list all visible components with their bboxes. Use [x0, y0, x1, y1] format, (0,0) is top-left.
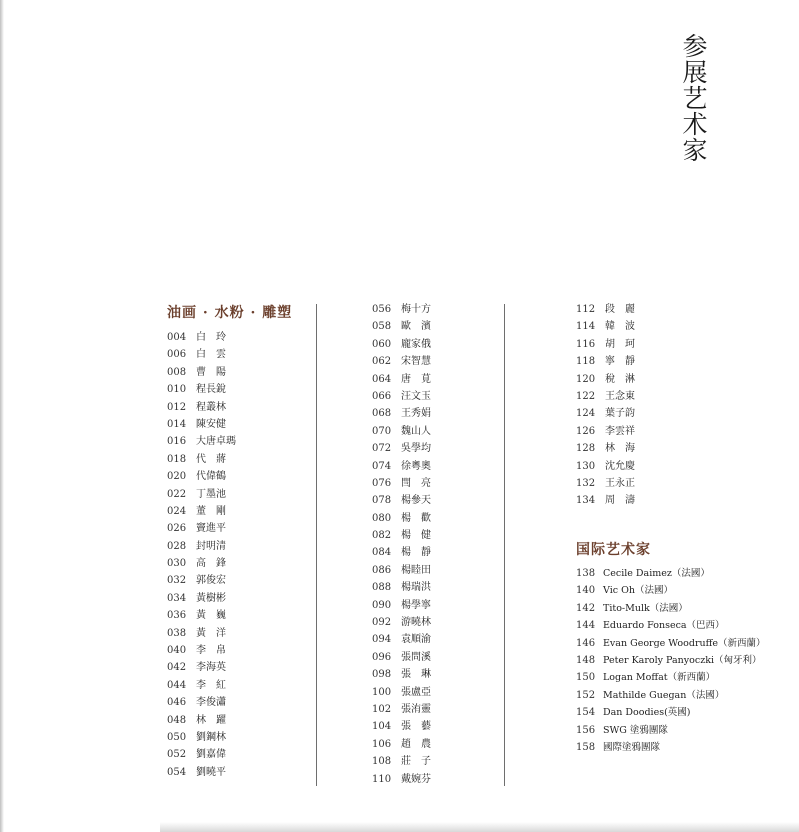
artist-entry: [576, 600, 765, 617]
page-number: 024: [167, 505, 187, 517]
page-edge-shadow: [0, 0, 4, 832]
page-number: 128: [576, 443, 596, 455]
page-number: 022: [167, 488, 187, 500]
page-number: 154: [576, 707, 596, 719]
artist-entry: [167, 451, 236, 468]
page-number: 100: [372, 686, 392, 698]
artist-entry: [372, 666, 431, 683]
page-number: 106: [372, 738, 392, 750]
artist-name: 黃樹彬: [196, 592, 226, 604]
page-number: 102: [372, 703, 392, 715]
artist-entry: [576, 336, 635, 353]
artist-name: Cecile Daimez（法國）: [603, 568, 710, 579]
artist-list-column-2: [372, 301, 431, 788]
artist-name: 稅 淋: [605, 373, 635, 385]
page-number: 146: [576, 637, 596, 649]
artist-entry: [372, 318, 431, 335]
page-number: 032: [167, 575, 187, 587]
page-number: 008: [167, 366, 187, 378]
artist-entry: [167, 416, 236, 433]
artist-name: 龐家俄: [401, 338, 431, 350]
page-number: 140: [576, 585, 596, 597]
artist-entry: [167, 520, 236, 537]
artist-name: Vic Oh（法國）: [603, 585, 673, 597]
page-number: 064: [372, 373, 392, 385]
page-bottom-edge: [160, 822, 799, 832]
artist-name: 代 蔣: [196, 453, 226, 465]
page-number: 012: [167, 401, 187, 413]
page-number: 056: [372, 304, 392, 315]
artist-name: 寧 靜: [605, 356, 635, 368]
artist-name: 張 藝: [401, 721, 431, 733]
artist-name: 程長銳: [196, 384, 226, 396]
page-number: 046: [167, 697, 187, 709]
artist-name: 楊瑞洪: [401, 582, 431, 594]
artist-name: 沈允慶: [605, 460, 635, 472]
page-number: 110: [372, 773, 392, 785]
artist-name: 劉鋼林: [196, 731, 226, 743]
artist-entry: [576, 635, 765, 652]
artist-entry: [372, 684, 431, 701]
page-number: 044: [167, 679, 187, 691]
artist-entry: [576, 318, 635, 335]
artist-name: 莊 子: [401, 756, 431, 768]
page-number: 138: [576, 568, 596, 579]
column-divider: [504, 304, 505, 786]
page-number: 028: [167, 540, 187, 552]
artist-entry: [576, 722, 765, 739]
page-number: 036: [167, 610, 187, 622]
artist-name: Evan George Woodruffe（新西蘭）: [603, 637, 766, 649]
artist-entry: [372, 492, 431, 509]
column-divider: [316, 304, 317, 786]
artist-name: 閆 亮: [401, 477, 431, 489]
artist-entry: [167, 538, 236, 555]
page-number: 090: [372, 599, 392, 611]
artist-name: 劉曉平: [196, 766, 226, 778]
page-number: 084: [372, 547, 392, 559]
page-number: 158: [576, 741, 596, 753]
page-number: 066: [372, 390, 392, 402]
artist-entry: [167, 346, 236, 363]
artist-name: 丁墨池: [196, 488, 226, 500]
page-number: 130: [576, 460, 596, 472]
artist-name: 吳學均: [401, 443, 431, 455]
artist-name: 周 濤: [605, 495, 635, 507]
artist-name: 歐 濱: [401, 321, 431, 333]
artist-name: 胡 珂: [605, 338, 635, 350]
page-number: 076: [372, 477, 392, 489]
artist-entry: [167, 694, 236, 711]
artist-name: 王永正: [605, 477, 635, 489]
artist-entry: [372, 771, 431, 788]
artist-name: 李海英: [196, 662, 226, 674]
artist-entry: [372, 718, 431, 735]
artist-entry: [576, 652, 765, 669]
artist-name: 封明清: [196, 540, 226, 552]
artist-name: 楊睦田: [401, 564, 431, 576]
artist-name: 程叢林: [196, 401, 226, 413]
artist-entry: [167, 607, 236, 624]
artist-entry: [167, 677, 236, 694]
artist-name: 大唐卓瑪: [196, 436, 236, 448]
artist-entry: [167, 746, 236, 763]
artist-entry: [372, 544, 431, 561]
artist-name: 張問溪: [401, 651, 431, 663]
artist-name: 楊 歡: [401, 512, 431, 524]
artist-name: 黃 洋: [196, 627, 226, 639]
page-number: 058: [372, 321, 392, 333]
page-number: 026: [167, 523, 187, 535]
artist-list-column-1: [167, 329, 236, 781]
artist-entry: [167, 433, 236, 450]
page-number: 120: [576, 373, 596, 385]
page-number: 096: [372, 651, 392, 663]
artist-entry: [372, 631, 431, 648]
artist-name: 王秀娟: [401, 408, 431, 420]
page-number: 034: [167, 592, 187, 604]
page-number: 060: [372, 338, 392, 350]
artist-name: 韓 波: [605, 321, 635, 333]
page-number: 018: [167, 453, 187, 465]
page-number: 052: [167, 749, 187, 761]
artist-name: 魏山人: [401, 425, 431, 437]
page-number: 132: [576, 477, 596, 489]
page-number: 094: [372, 634, 392, 646]
page-number: 014: [167, 418, 187, 430]
page-number: 038: [167, 627, 187, 639]
page-number: 104: [372, 721, 392, 733]
page-number: 152: [576, 689, 596, 701]
artist-name: 代偉鶴: [196, 471, 226, 483]
artist-name: 董 剛: [196, 505, 226, 517]
page-number: 148: [576, 654, 596, 666]
artist-entry: [372, 597, 431, 614]
page-number: 112: [576, 304, 596, 315]
artist-name: 段 麗: [605, 304, 635, 315]
artist-name: 王念東: [605, 390, 635, 402]
artist-entry: [372, 614, 431, 631]
artist-entry: [167, 468, 236, 485]
page-number: 116: [576, 338, 596, 350]
artist-entry: [576, 617, 765, 634]
artist-entry: [576, 353, 635, 370]
artist-entry: [167, 625, 236, 642]
artist-name: 林 海: [605, 443, 635, 455]
artist-entry: [576, 687, 765, 704]
artist-entry: [167, 364, 236, 381]
artist-name: 曹 陽: [196, 366, 226, 378]
page-number: 124: [576, 408, 596, 420]
artist-entry: [576, 388, 635, 405]
page-number: 048: [167, 714, 187, 726]
artist-entry: [167, 486, 236, 503]
artist-entry: [576, 371, 635, 388]
page-number: 004: [167, 332, 187, 343]
artist-name: Dan Doodies(英國): [603, 707, 691, 719]
page-number: 074: [372, 460, 392, 472]
artist-name: 陳安健: [196, 418, 226, 430]
page-number: 118: [576, 356, 596, 368]
page-number: 030: [167, 558, 187, 570]
artist-name: Eduardo Fonseca（巴西）: [603, 620, 725, 632]
page-number: 040: [167, 645, 187, 657]
page-number: 042: [167, 662, 187, 674]
artist-name: 李雲祥: [605, 425, 635, 437]
page-number: 108: [372, 756, 392, 768]
artist-name: 白 雲: [196, 349, 226, 361]
artist-name: Mathilde Guegan（法國）: [603, 689, 725, 701]
page-number: 082: [372, 530, 392, 542]
artist-entry: [372, 353, 431, 370]
page-number: 142: [576, 602, 596, 614]
artist-name: 郭俊宏: [196, 575, 226, 587]
artist-entry: [372, 301, 431, 318]
artist-entry: [576, 739, 765, 756]
artist-entry: [372, 423, 431, 440]
artist-entry: [167, 659, 236, 676]
page-number: 088: [372, 582, 392, 594]
artist-name: 戴婉芬: [401, 773, 431, 785]
page-number: 054: [167, 766, 187, 778]
artist-entry: [576, 301, 635, 318]
artist-name: 楊 健: [401, 530, 431, 542]
artist-name: SWG 塗鴉團隊: [603, 724, 668, 736]
artist-name: 李 紅: [196, 679, 226, 691]
page-number: 080: [372, 512, 392, 524]
page-number: 072: [372, 443, 392, 455]
page-number: 156: [576, 724, 596, 736]
page-number: 134: [576, 495, 596, 507]
page-number: 062: [372, 356, 392, 368]
artist-entry: [372, 701, 431, 718]
artist-entry: [167, 764, 236, 781]
artist-entry: [576, 405, 635, 422]
artist-entry: [576, 492, 635, 509]
artist-entry: [372, 336, 431, 353]
artist-name: 李俊瀟: [196, 697, 226, 709]
page-number: 016: [167, 436, 187, 448]
page-number: 010: [167, 384, 187, 396]
artist-name: 汪文玉: [401, 390, 431, 402]
page-number: 050: [167, 731, 187, 743]
artist-name: 林 躍: [196, 714, 226, 726]
artist-name: 袁順渝: [401, 634, 431, 646]
artist-entry: [372, 405, 431, 422]
artist-entry: [576, 458, 635, 475]
artist-name: 黃 巍: [196, 610, 226, 622]
page-number: 150: [576, 672, 596, 684]
artist-entry: [167, 572, 236, 589]
page-number: 114: [576, 321, 596, 333]
artist-name: 梅十方: [401, 304, 431, 315]
artist-name: 趙 農: [401, 738, 431, 750]
page-number: 070: [372, 425, 392, 437]
page-number: 122: [576, 390, 596, 402]
page-number: 068: [372, 408, 392, 420]
artist-entry: [372, 562, 431, 579]
artist-name: 國際塗鴉團隊: [603, 741, 661, 753]
artist-name: 高 鋒: [196, 558, 226, 570]
page-number: 144: [576, 620, 596, 632]
artist-name: 楊 靜: [401, 547, 431, 559]
page-number: 020: [167, 471, 187, 483]
artist-entry: [372, 458, 431, 475]
page-number: 078: [372, 495, 392, 507]
artist-name: 徐粵奧: [401, 460, 431, 472]
artist-entry: [372, 649, 431, 666]
artist-name: 張 琳: [401, 669, 431, 681]
artist-entry: [167, 381, 236, 398]
artist-entry: [372, 440, 431, 457]
artist-name: 白 玲: [196, 332, 226, 343]
page-number: 092: [372, 617, 392, 629]
artist-entry: [372, 753, 431, 770]
artist-entry: [372, 475, 431, 492]
page-number: 006: [167, 349, 187, 361]
artist-entry: [372, 579, 431, 596]
artist-name: 張洧靈: [401, 703, 431, 715]
artist-name: Peter Karoly Panyoczki（匈牙利）: [603, 654, 762, 666]
page-title: 参展艺术家: [679, 33, 708, 163]
artist-entry: [167, 555, 236, 572]
artist-name: 楊參天: [401, 495, 431, 507]
artist-entry: [167, 729, 236, 746]
artist-entry: [167, 503, 236, 520]
artist-name: 葉子韵: [605, 408, 635, 420]
artist-entry: [372, 388, 431, 405]
artist-list-column-3: [576, 301, 635, 510]
artist-name: 唐 莧: [401, 373, 431, 385]
section-heading-international: 国际艺术家: [576, 542, 651, 558]
page-number: 126: [576, 425, 596, 437]
artist-name: 竇進平: [196, 523, 226, 535]
artist-entry: [167, 712, 236, 729]
artist-entry: [167, 399, 236, 416]
artist-entry: [576, 423, 635, 440]
artist-name: 劉嘉偉: [196, 749, 226, 761]
artist-entry: [167, 329, 236, 346]
artist-name: 李 帛: [196, 645, 226, 657]
artist-name: Tito-Mulk（法國）: [603, 602, 688, 614]
artist-entry: [372, 736, 431, 753]
artist-name: 張盧亞: [401, 686, 431, 698]
artist-name: Logan Moffat（新西蘭）: [603, 672, 716, 684]
page-number: 098: [372, 669, 392, 681]
artist-name: 游曉林: [401, 617, 431, 629]
section-heading-oil-painting: 油画 · 水粉 · 雕塑: [167, 305, 293, 321]
artist-entry: [372, 510, 431, 527]
artist-name: 楊學寧: [401, 599, 431, 611]
page-number: 086: [372, 564, 392, 576]
artist-entry: [372, 527, 431, 544]
artist-entry: [576, 475, 635, 492]
artist-entry: [576, 440, 635, 457]
artist-entry: [576, 582, 765, 599]
artist-entry: [372, 371, 431, 388]
international-artist-list: [576, 565, 765, 756]
artist-entry: [167, 590, 236, 607]
artist-entry: [167, 642, 236, 659]
artist-entry: [576, 704, 765, 721]
artist-entry: [576, 565, 765, 582]
artist-name: 宋智慧: [401, 356, 431, 368]
artist-entry: [576, 669, 765, 686]
